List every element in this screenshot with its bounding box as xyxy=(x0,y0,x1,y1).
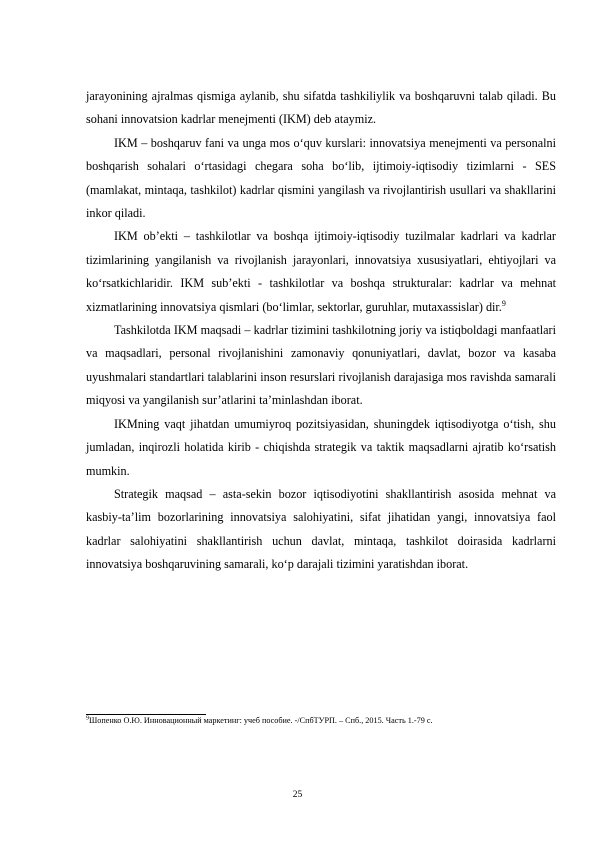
footnote-number: 9 xyxy=(86,715,89,722)
paragraph-strategic-goal: Strategik maqsad – asta-sekin bozor iqtisodiyotini shakllantirish asosida mehnat va kasbiy-ta’lim bozorlarining innovatsiya salohiyatini, sifat jihatidan yangi, innovatsiya faol kadrlar salohiyatini shakllantirish uchun davlat, mintaqa, tashkilot doirasida kadrlarni innovatsiya boshqaruvining samarali, ko‘p darajali tizimini yaratishdan iborat. xyxy=(86,486,556,572)
footnote-text: Шопенко О.Ю. Инновационный маркетинг: учеб пособие. -/СпбТУРП. – Спб., 2015. Часть 1.-79 с. xyxy=(89,716,433,725)
footnote xyxy=(86,715,556,727)
paragraph-ikm-position: IKMning vaqt jihatdan umumiyroq pozitsiyasidan, shuningdek iqtisodiyotga o‘tish, shu jumladan, inqirozli holatida kirib - chiqishda strategik va taktik maqsadlarni ajratib ko‘rsatish mumkin. xyxy=(86,416,556,478)
paragraph-ikm-object xyxy=(86,225,556,319)
page-number: 25 xyxy=(292,790,303,800)
paragraph-ikm-object-text: IKM ob’ekti – tashkilotlar va boshqa ijtimoiy-iqtisodiy tuzilmalar kadrlari va kadrlar tizimlarining yangilanish va rivojlanish jarayonlari, innovatsiya xususiyatlari, ehtiyojlari va ko‘rsatkichlaridir. IKM sub’ekti - tashkilotlar va boshqa strukturalar: kadrlar va mehnat xizmatlarining innovatsiya qismlari (bo‘limlar, sektorlar, guruhlar, mutaxassislar) dir. xyxy=(86,229,556,314)
body-text xyxy=(86,85,556,577)
paragraph-ikm-definition: IKM – boshqaruv fani va unga mos o‘quv kurslari: innovatsiya menejmenti va personalni boshqarish sohalari o‘rtasidagi chegara soha bo‘lib, ijtimoiy-iqtisodiy tizimlarni - SES (mamlakat, mintaqa, tashkilot) kadrlar qismini yangilash va rivojlantirish usullari va shakllarini inkor qiladi. xyxy=(86,135,556,221)
paragraph-ikm-goal: Tashkilotda IKM maqsadi – kadrlar tizimini tashkilotning joriy va istiqboldagi manfaatlari va maqsadlari, personal rivojlanishini zamonaviy qonuniyatlari, davlat, bozor va kasaba uyushmalari standartlari talablarini inson resurslari rivojlanish darajasiga mos ravishda samarali miqyosi va yangilanish sur’atlarini ta’minlashdan iborat. xyxy=(86,323,556,408)
footnote-reference: 9 xyxy=(501,298,506,308)
paragraph-continuation: jarayonining ajralmas qismiga aylanib, shu sifatda tashkiliylik va boshqaruvni talab qiladi. Bu sohani innovatsion kadrlar menejmenti (IKM) deb ataymiz. xyxy=(86,89,556,127)
